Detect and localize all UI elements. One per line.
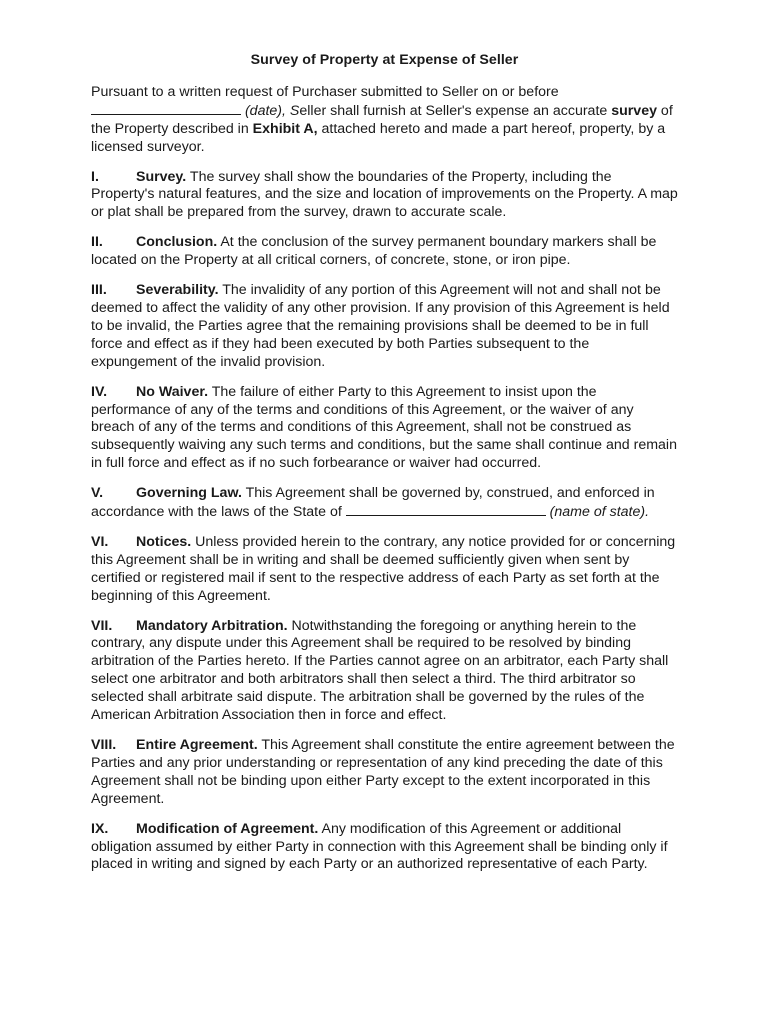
state-blank-line (346, 503, 546, 516)
section-heading: Entire Agreement. (136, 737, 258, 753)
document-title: Survey of Property at Expense of Seller (250, 52, 519, 68)
section-number: V. (91, 485, 104, 502)
section-heading: Severability. (136, 282, 219, 299)
section-number: III. (91, 282, 107, 299)
section-text: The invalidity of any portion of this Agreement will not and shall not be deemed to affect the validity of any other provision. If any provision of this Agreement is held to be invalid, the Parties agree that the remaining provisions shall be deemed to be in full force and effect as if they had been executed by both Parties subsequent to the expungement of the invalid provision. (91, 282, 670, 370)
section-heading: Survey. (136, 168, 187, 185)
section-heading: No Waiver. (136, 383, 209, 400)
section-number: I. (91, 168, 99, 185)
intro-part4: attached hereto and made a part hereof, property, by a licensed surveyor. (91, 120, 666, 155)
section-notices (91, 534, 678, 606)
intro-paragraph (91, 84, 678, 157)
intro-part2: eller shall furnish at Seller's expense an accurate (299, 102, 612, 119)
section-text: At the conclusion of the survey permanent boundary markers shall be located on the Property at all critical corners, of concrete, stone, or iron pipe. (91, 234, 657, 269)
section-text: Unless provided herein to the contrary, any notice provided for or concerning this Agreement shall be in writing and shall be deemed sufficiently given when sent by certified or registered mail if sent to the respective address of each Party as set forth at the beginning of this Agreement. (91, 533, 676, 604)
section-text: This Agreement shall be governed by, construed, and enforced in accordance with the laws of the State of (91, 485, 655, 521)
section-mandatory-arbitration (91, 618, 678, 725)
section-conclusion (91, 234, 678, 270)
section-heading: Conclusion. (136, 234, 218, 251)
intro-part1: Pursuant to a written request of Purchaser submitted to Seller on or before (91, 83, 559, 100)
section-entire-agreement (91, 737, 678, 809)
section-text: The failure of either Party to this Agreement to insist upon the performance of any of the terms and conditions of this Agreement, or the waiver of any breach of any of the terms and conditions of this Agreement, shall not be construed as subsequently waiving any such terms and conditions, but the same shall continue and remain in full force and effect as if no such forbearance or waiver had occurred. (91, 383, 677, 472)
section-heading: Notices. (136, 533, 192, 550)
exhibit-label: Exhibit A, (252, 120, 318, 137)
section-number: VIII. (91, 737, 117, 753)
section-modification (91, 821, 678, 875)
section-number: VI. (91, 533, 109, 550)
section-no-waiver (91, 384, 678, 474)
section-number: II. (91, 234, 103, 251)
section-text: Any modification of this Agreement or additional obligation assumed by either Party in connection with this Agreement shall be binding only if placed in writing and signed by each Party or an authorized representative of each Party. (91, 820, 668, 873)
section-number: VII. (91, 617, 113, 634)
section-text: The survey shall show the boundaries of the Property, including the Property's natural features, and the size and location of improvements on the Property. A map or plat shall be prepared from the survey, drawn to accurate scale. (91, 168, 678, 221)
section-survey (91, 169, 678, 223)
section-heading: Modification of Agreement. (136, 820, 319, 837)
survey-word: survey (611, 102, 657, 119)
section-number: IX. (91, 820, 109, 837)
date-blank-line (91, 102, 241, 115)
section-severability (91, 282, 678, 372)
section-heading: Governing Law. (136, 485, 242, 502)
section-text: This Agreement shall constitute the entire agreement between the Parties and any prior understanding or representation of any kind preceding the date of this Agreement shall not be binding upon either Party except to the extent incorporated in this Agreement. (91, 737, 675, 807)
section-governing-law (91, 485, 678, 522)
section-text: Notwithstanding the foregoing or anything herein to the contrary, any dispute under this Agreement shall be required to be resolved by binding arbitration of the Parties hereto. If the Parties cannot agree on an arbitrator, each Party shall select one arbitrator and both arbitrators shall then select a third. The third arbitrator so selected shall arbitrate said dispute. The arbitration shall be governed by the rules of the American Arbitration Association then in force and effect. (91, 617, 669, 724)
date-label: (date), S (244, 102, 300, 119)
state-label: (name of state). (545, 504, 650, 521)
intro-part3: of the Property described in (91, 102, 673, 137)
section-heading: Mandatory Arbitration. (136, 617, 288, 634)
section-number: IV. (91, 383, 108, 400)
